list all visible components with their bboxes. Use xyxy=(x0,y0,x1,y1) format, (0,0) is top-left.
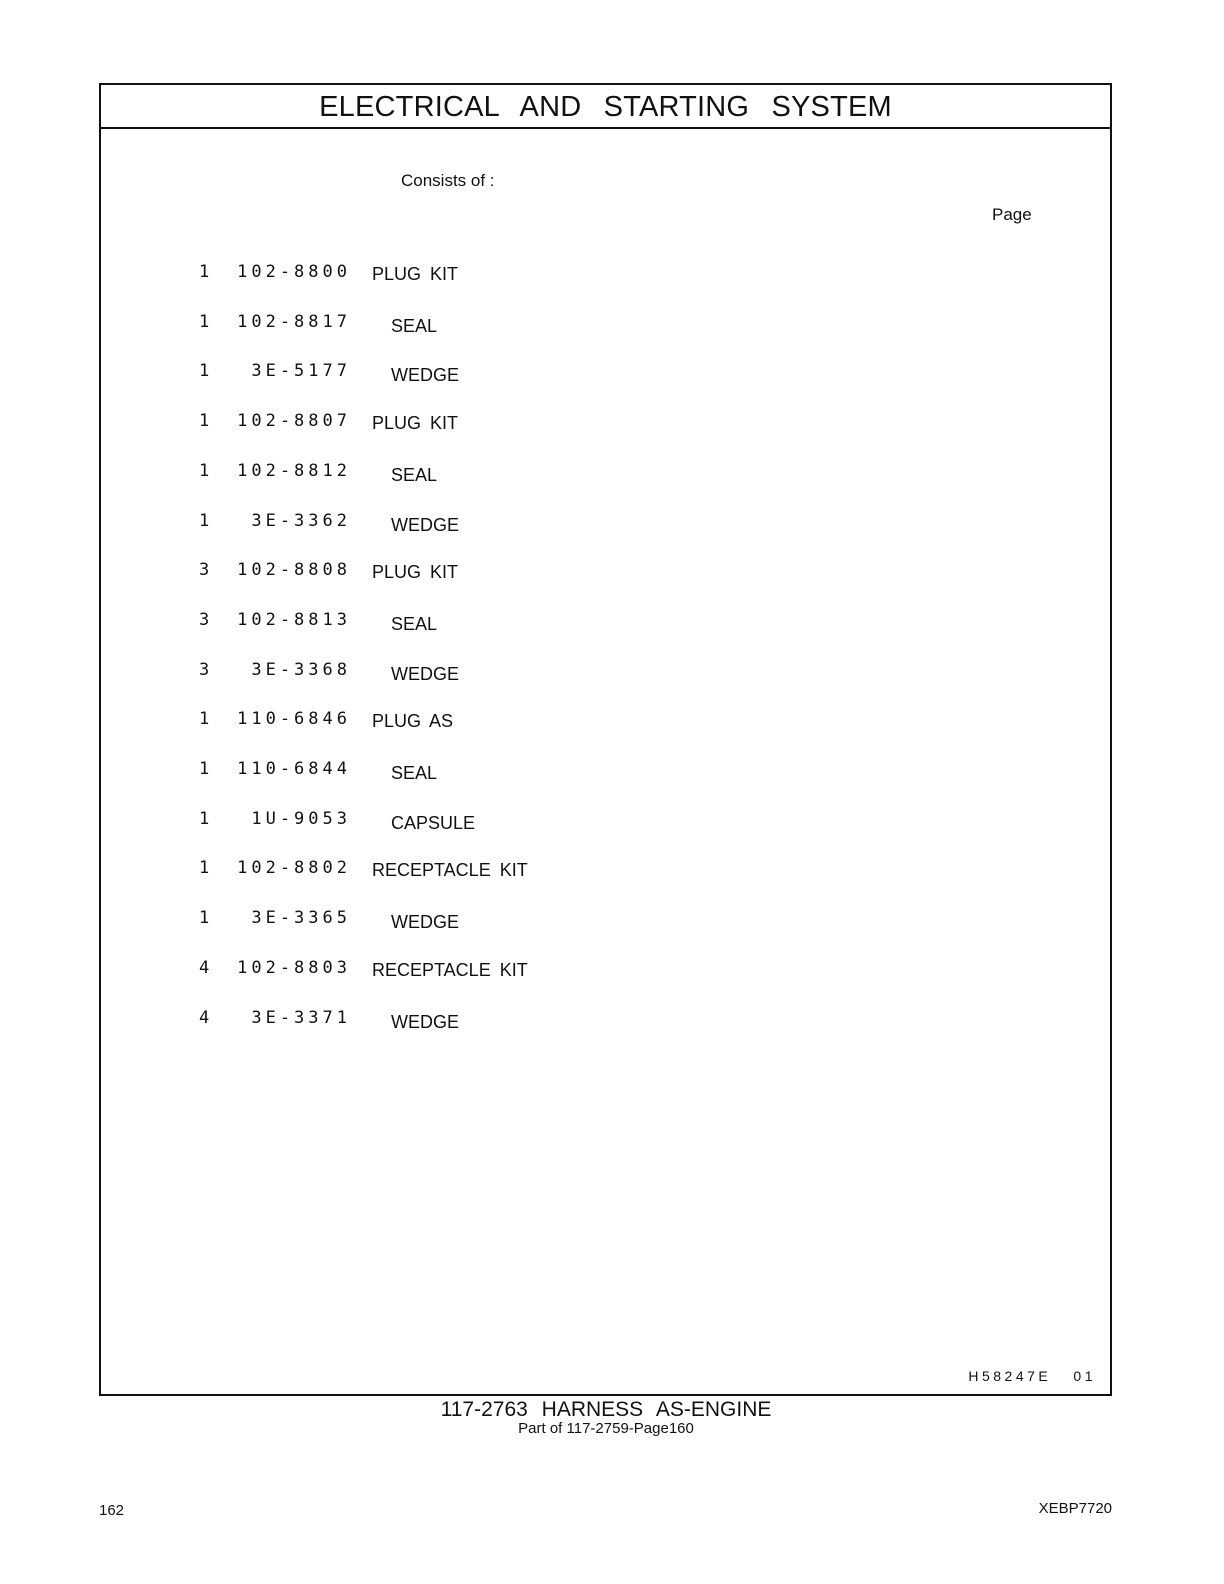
item-part-number: 3E-3362 xyxy=(251,510,351,531)
item-quantity: 1 xyxy=(199,510,210,531)
list-item xyxy=(101,460,1110,490)
assembly-parent-reference: Part of 117-2759-Page160 xyxy=(518,1420,694,1437)
list-item xyxy=(101,1007,1110,1037)
item-quantity: 1 xyxy=(199,709,210,730)
item-description: WEDGE xyxy=(391,912,460,933)
list-item xyxy=(101,857,1110,887)
title-band xyxy=(101,85,1110,129)
list-item xyxy=(101,261,1110,291)
item-part-number: 102-8808 xyxy=(237,560,351,581)
item-part-number: 102-8813 xyxy=(237,609,351,630)
item-quantity: 1 xyxy=(199,361,210,382)
item-description: WEDGE xyxy=(391,663,460,684)
item-quantity: 3 xyxy=(199,659,210,680)
item-description: SEAL xyxy=(391,464,438,485)
page-frame xyxy=(99,83,1112,1396)
item-description: RECEPTACLE KIT xyxy=(372,959,528,980)
list-item xyxy=(101,609,1110,639)
list-item xyxy=(101,410,1110,440)
item-description: SEAL xyxy=(391,315,438,336)
item-part-number: 110-6846 xyxy=(237,709,351,730)
assembly-title: 117-2763 HARNESS AS-ENGINE xyxy=(440,1398,772,1421)
item-quantity: 1 xyxy=(199,908,210,929)
document-number: XEBP7720 xyxy=(1038,1500,1112,1517)
item-quantity: 1 xyxy=(199,808,210,829)
item-part-number: 110-6844 xyxy=(237,759,351,779)
item-part-number: 3E-5177 xyxy=(251,361,351,382)
illustration-code: H58247E 01 xyxy=(968,1368,1096,1384)
item-part-number: 102-8807 xyxy=(237,411,351,432)
item-part-number: 3E-3371 xyxy=(251,1007,351,1028)
item-part-number: 102-8812 xyxy=(237,460,351,481)
list-item xyxy=(101,360,1110,390)
item-description: WEDGE xyxy=(391,1011,460,1032)
item-description: PLUG KIT xyxy=(372,562,459,583)
list-item xyxy=(101,907,1110,937)
consists-of-label: Consists of : xyxy=(401,171,495,190)
item-description: WEDGE xyxy=(391,365,460,386)
item-description: RECEPTACLE KIT xyxy=(372,860,528,881)
item-description: PLUG AS xyxy=(372,711,454,732)
item-description: SEAL xyxy=(391,613,438,634)
list-item xyxy=(101,311,1110,341)
item-quantity: 3 xyxy=(199,609,210,630)
page-title: ELECTRICAL AND STARTING SYSTEM xyxy=(319,90,892,123)
item-part-number: 102-8803 xyxy=(237,957,351,978)
item-part-number: 3E-3365 xyxy=(251,908,351,929)
item-quantity: 1 xyxy=(199,262,210,282)
list-item xyxy=(101,758,1110,788)
page-number: 162 xyxy=(99,1502,125,1519)
item-part-number: 3E-3368 xyxy=(251,659,351,680)
list-item xyxy=(101,659,1110,689)
item-description: PLUG KIT xyxy=(372,264,459,284)
item-quantity: 1 xyxy=(199,759,210,779)
list-item xyxy=(101,559,1110,589)
item-description: CAPSULE xyxy=(391,812,476,833)
list-item xyxy=(101,510,1110,540)
list-item xyxy=(101,708,1110,738)
item-quantity: 1 xyxy=(199,311,210,332)
item-part-number: 1U-9053 xyxy=(251,808,351,829)
item-description: SEAL xyxy=(391,763,438,783)
list-item xyxy=(101,957,1110,987)
item-quantity: 1 xyxy=(199,858,210,879)
list-item xyxy=(101,808,1110,838)
item-part-number: 102-8800 xyxy=(237,262,351,282)
item-quantity: 4 xyxy=(199,957,210,978)
item-part-number: 102-8817 xyxy=(237,311,351,332)
item-quantity: 1 xyxy=(199,460,210,481)
item-description: PLUG KIT xyxy=(372,413,459,434)
page-column-header: Page xyxy=(992,205,1032,224)
item-part-number: 102-8802 xyxy=(237,858,351,879)
item-quantity: 3 xyxy=(199,560,210,581)
item-quantity: 4 xyxy=(199,1007,210,1028)
item-description: WEDGE xyxy=(391,514,460,535)
item-quantity: 1 xyxy=(199,411,210,432)
